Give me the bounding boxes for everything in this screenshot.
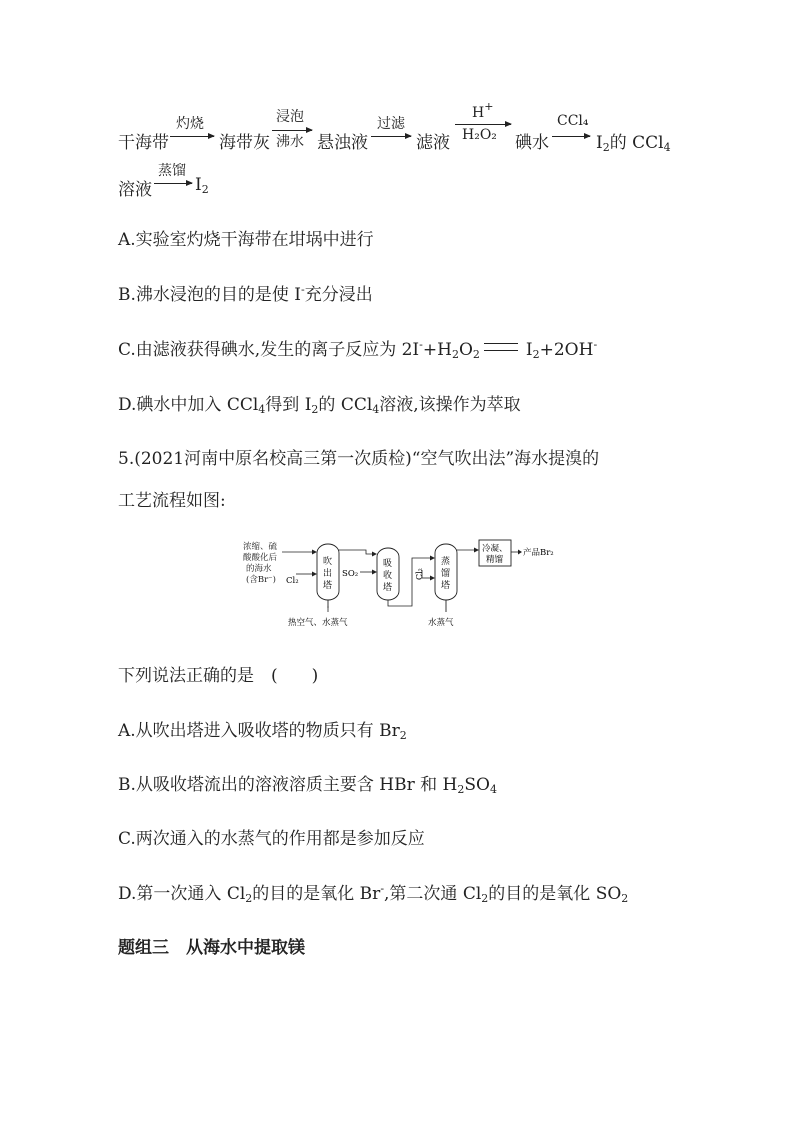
so2-label: SO₂ bbox=[342, 569, 359, 579]
q4-option-c: C.由滤液获得碘水,发生的离子反应为 $2I^-+H_2O_2$ $I_2+2OH^-$ bbox=[118, 338, 598, 361]
q5-stem-line2: 工艺流程如图: bbox=[118, 491, 226, 511]
flow-arrow-3 bbox=[371, 136, 411, 137]
q4-option-b: B.沸水浸泡的目的是使 I-充分浸出 bbox=[118, 283, 373, 305]
arrow-label-filter: 过滤 bbox=[377, 116, 405, 132]
tower1-char-2: 出 bbox=[323, 569, 333, 579]
flow-node-kelp: 干海带 bbox=[118, 133, 169, 153]
flow-node-ash: 海带灰 bbox=[219, 133, 270, 153]
q5-option-b: B.从吸收塔流出的溶液溶质主要含 HBr 和 $H_2SO_4$ bbox=[118, 775, 497, 796]
feed-label-3: 的海水 bbox=[246, 564, 272, 574]
bottom-label-2: 水蒸气 bbox=[428, 618, 454, 628]
box-line-2: 精馏 bbox=[486, 555, 504, 565]
cl2-label-2: Cl₂ bbox=[415, 568, 424, 580]
q4-option-d: D.碘水中加入 CCl$_4$得到 $I_2$的 CCl$_4$溶液,该操作为萃取 bbox=[118, 395, 521, 416]
product-label: 产品Br₂ bbox=[523, 548, 554, 558]
flow-arrow-1 bbox=[170, 136, 214, 137]
flow-arrow-5 bbox=[552, 136, 590, 137]
q5-option-c: C.两次通入的水蒸气的作用都是参加反应 bbox=[118, 829, 425, 849]
flow-node-i2-in-ccl4: $I_2$的 CCl$_4$ bbox=[596, 133, 671, 154]
arrow-label-distill: 蒸馏 bbox=[158, 163, 186, 179]
arrow-label-soak: 浸泡 bbox=[276, 109, 304, 125]
flow-arrow-6 bbox=[154, 183, 192, 184]
feed-label-2: 酸酸化后 bbox=[243, 553, 278, 563]
flow-node-solution: 溶液 bbox=[118, 180, 152, 200]
q5-question: 下列说法正确的是 ( ) bbox=[118, 666, 319, 686]
tower3-char-2: 馏 bbox=[441, 569, 451, 579]
arrow-label-h2o2: H₂O₂ bbox=[462, 127, 497, 143]
tower3-char-3: 塔 bbox=[441, 581, 451, 591]
tower2-char-1: 吸 bbox=[383, 559, 393, 569]
flow-node-filtrate: 滤液 bbox=[416, 133, 450, 153]
tower2-char-2: 收 bbox=[383, 571, 393, 581]
arrow-label-h-plus: H+ bbox=[472, 100, 494, 121]
tower1-char-3: 塔 bbox=[323, 581, 333, 591]
tower2-char-3: 塔 bbox=[383, 583, 393, 593]
equals-sign bbox=[484, 343, 518, 351]
q5-stem-line1: 5.(2021河南中原名校高三第一次质检)“空气吹出法”海水提溴的 bbox=[118, 449, 600, 469]
cl2-label-1: Cl₂ bbox=[286, 576, 299, 586]
feed-label-4: (含Br⁻) bbox=[246, 575, 276, 585]
feed-label-1: 浓缩、硫 bbox=[243, 542, 278, 552]
flow-node-iodine-water: 碘水 bbox=[515, 133, 549, 153]
section-heading: 题组三 从海水中提取镁 bbox=[118, 938, 305, 958]
tower3-char-1: 蒸 bbox=[441, 557, 451, 567]
arrow-label-ccl4: CCl₄ bbox=[557, 113, 589, 129]
q5-option-d: D.第一次通入 $Cl_2$的目的是氧化 Br-,第二次通 $Cl_2$的目的是氧化 $SO_2$ bbox=[118, 882, 629, 905]
bottom-label-1: 热空气、水蒸气 bbox=[288, 618, 348, 628]
tower1-char-1: 吹 bbox=[323, 557, 333, 567]
arrow-label-boiling-water: 沸水 bbox=[276, 134, 304, 150]
arrow-label-burn: 灼烧 bbox=[176, 116, 204, 132]
box-line-1: 冷凝、 bbox=[482, 544, 508, 554]
flow-arrow-4 bbox=[455, 124, 511, 125]
flow-node-suspension: 悬浊液 bbox=[317, 133, 368, 153]
q5-option-a: A.从吹出塔进入吸收塔的物质只有 $Br_2$ bbox=[118, 721, 407, 742]
flow-node-i2: $I_2$ bbox=[195, 175, 209, 196]
bromine-process-figure bbox=[238, 536, 560, 632]
q4-option-a: A.实验室灼烧干海带在坩埚中进行 bbox=[118, 230, 374, 250]
